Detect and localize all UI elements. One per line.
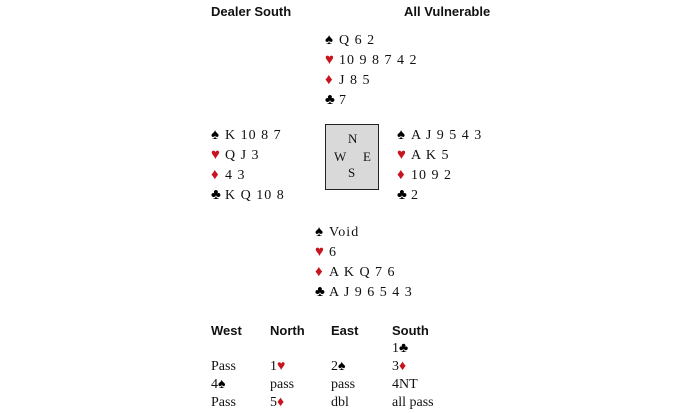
vulnerability-label: All Vulnerable <box>404 4 491 19</box>
bid-west-2: Pass <box>211 359 236 374</box>
club-icon: ♣ <box>397 187 408 203</box>
bid-header-north: North <box>270 323 305 338</box>
west-clubs <box>211 187 285 204</box>
diamond-icon: ♦ <box>397 167 406 183</box>
north-hearts <box>325 52 418 69</box>
north-clubs <box>325 92 347 109</box>
south-hearts <box>315 244 337 261</box>
bid-level: 5 <box>270 395 277 410</box>
diamond-icon: ♦ <box>325 72 334 88</box>
south-spades-cards: Void <box>329 225 360 240</box>
north-diamonds <box>325 72 370 89</box>
bid-level: 2 <box>331 359 338 374</box>
club-icon: ♣ <box>315 284 326 300</box>
bid-header-south: South <box>392 323 429 338</box>
spade-icon: ♠ <box>211 127 220 143</box>
east-spades-cards: A J 9 5 4 3 <box>411 128 483 143</box>
south-hearts-cards: 6 <box>329 245 337 260</box>
spade-icon: ♠ <box>218 377 226 392</box>
west-spades-cards: K 10 8 7 <box>225 128 282 143</box>
east-diamonds <box>397 167 452 184</box>
diamond-icon: ♦ <box>277 395 285 410</box>
west-spades <box>211 127 282 144</box>
east-spades <box>397 127 482 144</box>
north-spades <box>325 32 375 49</box>
bid-level: 1 <box>392 341 399 356</box>
diamond-icon: ♦ <box>211 167 220 183</box>
west-diamonds-cards: 4 3 <box>225 168 246 183</box>
west-diamonds <box>211 167 246 184</box>
south-clubs-cards: A J 9 6 5 4 3 <box>329 285 413 300</box>
bid-south-2 <box>392 359 406 375</box>
east-hearts <box>397 147 449 164</box>
bid-north-3: pass <box>270 377 295 392</box>
south-clubs <box>315 284 413 301</box>
south-diamonds <box>315 264 396 281</box>
heart-icon: ♥ <box>325 52 335 68</box>
bid-header-east: East <box>331 323 359 338</box>
diamond-icon: ♦ <box>399 359 407 374</box>
north-spades-cards: Q 6 2 <box>339 33 376 48</box>
diamond-icon: ♦ <box>315 264 324 280</box>
compass-west: W <box>334 149 347 164</box>
spade-icon: ♠ <box>315 224 324 240</box>
bid-header-west: West <box>211 323 242 338</box>
spade-icon: ♠ <box>338 359 346 374</box>
bid-south-4: all pass <box>392 395 434 410</box>
bid-north-2 <box>270 359 285 375</box>
dealer-label: Dealer South <box>211 4 292 19</box>
bid-east-3: pass <box>331 377 356 392</box>
bid-south-3: 4NT <box>392 377 418 392</box>
north-clubs-cards: 7 <box>339 93 347 108</box>
west-hearts-cards: Q J 3 <box>225 148 260 163</box>
heart-icon: ♥ <box>397 147 407 163</box>
bid-south-1 <box>392 341 408 357</box>
west-hearts <box>211 147 260 164</box>
spade-icon: ♠ <box>325 32 334 48</box>
heart-icon: ♥ <box>211 147 221 163</box>
heart-icon: ♥ <box>277 359 286 374</box>
bid-west-3 <box>211 377 225 393</box>
bid-level: 1 <box>270 359 277 374</box>
south-spades <box>315 224 359 241</box>
spade-icon: ♠ <box>397 127 406 143</box>
club-icon: ♣ <box>399 341 409 356</box>
compass-box <box>325 124 379 190</box>
club-icon: ♣ <box>211 187 222 203</box>
north-diamonds-cards: J 8 5 <box>339 73 371 88</box>
compass-north: N <box>348 131 358 146</box>
bid-east-2 <box>331 359 345 375</box>
bid-east-4: dbl <box>331 395 349 410</box>
bid-level: 3 <box>392 359 399 374</box>
east-clubs-cards: 2 <box>411 188 419 203</box>
east-clubs <box>397 187 419 204</box>
heart-icon: ♥ <box>315 244 325 260</box>
compass-east: E <box>363 149 371 164</box>
bid-west-4: Pass <box>211 395 236 410</box>
bid-level: 4 <box>211 377 218 392</box>
east-diamonds-cards: 10 9 2 <box>411 168 452 183</box>
club-icon: ♣ <box>325 92 336 108</box>
south-diamonds-cards: A K Q 7 6 <box>329 265 396 280</box>
bid-north-4 <box>270 395 284 411</box>
compass-south: S <box>348 165 356 180</box>
west-clubs-cards: K Q 10 8 <box>225 188 285 203</box>
north-hearts-cards: 10 9 8 7 4 2 <box>339 53 418 68</box>
east-hearts-cards: A K 5 <box>411 148 450 163</box>
